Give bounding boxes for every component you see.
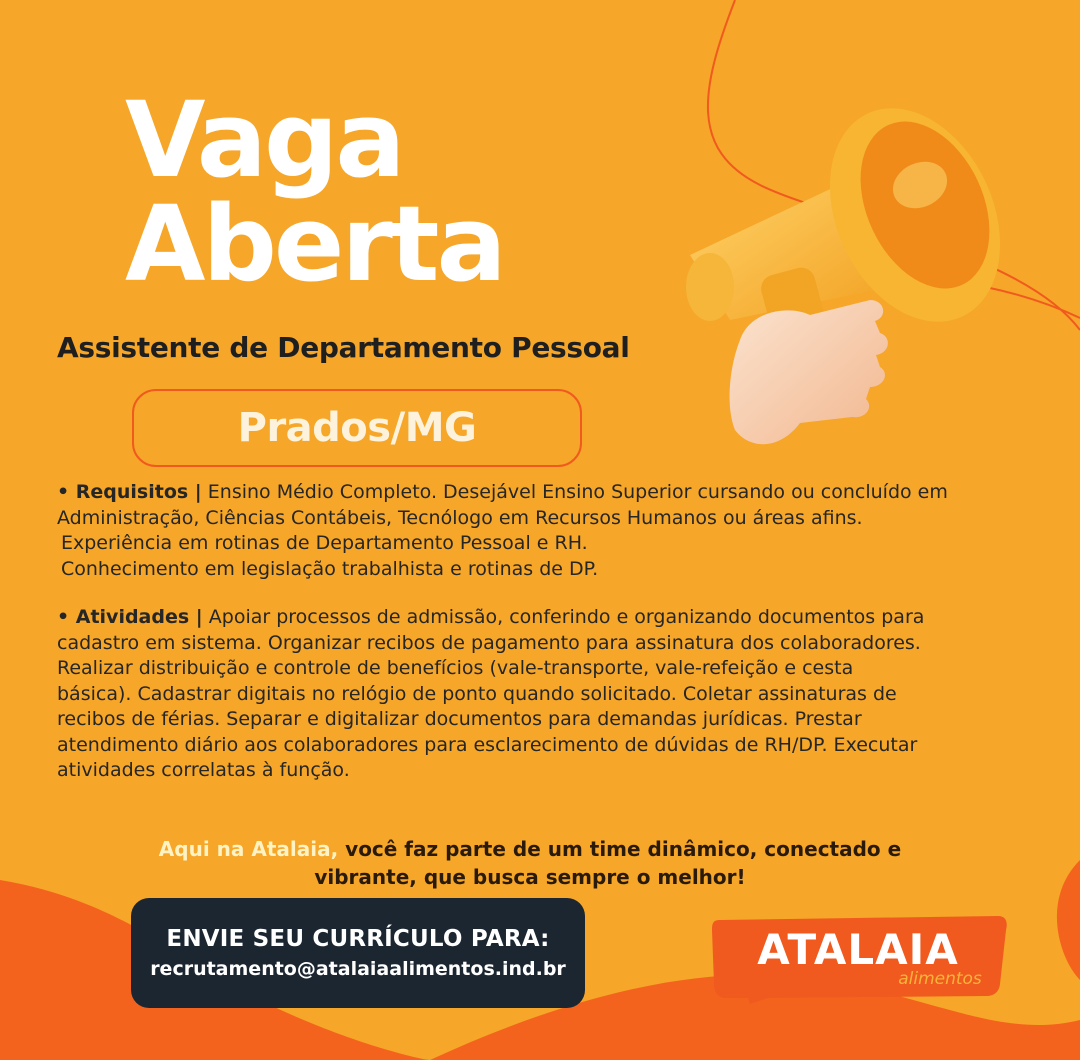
requirements-line-3: Experiência em rotinas de Departamento Pessoal e RH.	[61, 532, 588, 554]
tagline-text-1: você faz parte de um time dinâmico, conectado e	[338, 837, 902, 861]
requirements-label: • Requisitos |	[57, 481, 202, 503]
activities-line-3: Realizar distribuição e controle de benefícios (vale-transporte, vale-refeição e cesta	[57, 657, 854, 679]
location-badge	[132, 389, 582, 467]
send-resume-box	[131, 898, 585, 1008]
send-resume-title: ENVIE SEU CURRÍCULO PARA:	[166, 926, 550, 952]
headline-line-2: Aberta	[125, 183, 504, 305]
activities-line-7: atividades correlatas à função.	[57, 759, 350, 781]
megaphone-icon	[670, 55, 1030, 455]
activities-text-1: Apoiar processos de admissão, conferindo e organizando documentos para	[202, 606, 925, 628]
activities-line-6: atendimento diário aos colaboradores para esclarecimento de dúvidas de RH/DP. Executar	[57, 733, 918, 756]
requirements-text-1: Ensino Médio Completo. Desejável Ensino Superior cursando ou concluído em	[201, 481, 948, 503]
headline-line-1: Vaga	[125, 79, 403, 201]
logo-subtitle: alimentos	[898, 969, 982, 989]
activities-label: • Atividades |	[57, 606, 203, 628]
activities-section	[57, 605, 1022, 784]
activities-line-2: cadastro em sistema. Organizar recibos de pagamento para assinatura dos colaboradores.	[57, 631, 921, 654]
requirements-section	[57, 480, 1022, 582]
tagline-line-2: vibrante, que busca sempre o melhor!	[314, 865, 746, 889]
headline	[125, 79, 504, 305]
requirements-line-2: Administração, Ciências Contábeis, Tecnólogo em Recursos Humanos ou áreas afins.	[57, 506, 863, 529]
tagline-highlight: Aqui na Atalaia,	[158, 837, 339, 861]
requirements-line-1	[57, 480, 1022, 506]
activities-line-1	[57, 605, 1022, 631]
requirements-line-4: Conhecimento em legislação trabalhista e rotinas de DP.	[61, 557, 599, 580]
activities-line-4: básica). Cadastrar digitais no relógio de ponto quando solicitado. Coletar assinaturas de	[57, 682, 897, 705]
location-label: Prados/MG	[237, 405, 477, 451]
tagline-line-1	[100, 835, 960, 863]
position-title: Assistente de Departamento Pessoal	[57, 331, 630, 364]
activities-line-5: recibos de férias. Separar e digitalizar documentos para demandas jurídicas. Prestar	[57, 708, 862, 730]
recruitment-email-link[interactable]: recrutamento@atalaiaalimentos.ind.br	[150, 958, 566, 980]
atalaia-logo	[708, 912, 1008, 1004]
company-tagline	[100, 835, 960, 891]
logo-wordmark: ATALAIA	[757, 925, 959, 974]
